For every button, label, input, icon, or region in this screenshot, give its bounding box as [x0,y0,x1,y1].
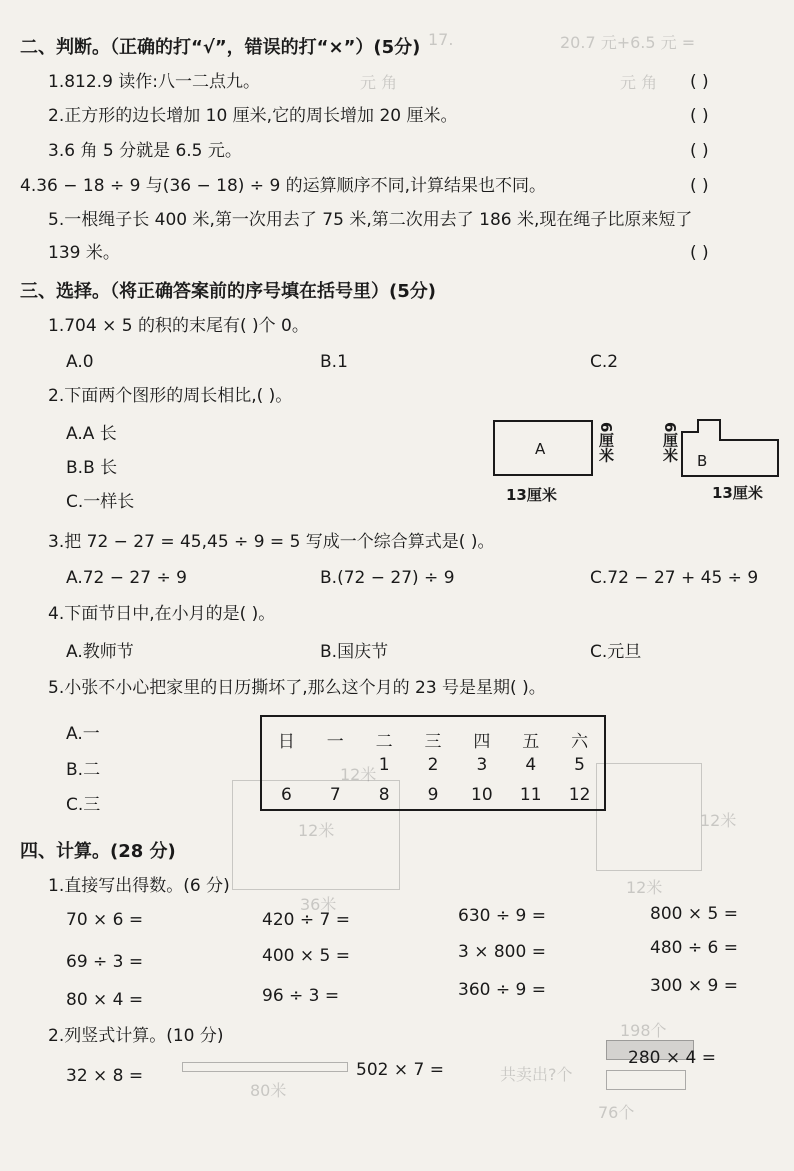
choice-q4: 4.下面节日中,在小月的是( )。 [48,604,276,624]
judge-blank-1[interactable]: ( ) [690,72,709,92]
calendar-day: 1 [378,755,390,775]
calc-item: 400 × 5 = [262,946,350,966]
choice-q5-b[interactable]: B.二 [66,760,101,780]
section3-title: 三、选择。（将正确答案前的序号填在括号里）(5分) [20,281,436,302]
bleed-unit-2: 元 角 [620,73,658,92]
choice-q5-c[interactable]: C.三 [66,795,101,815]
calendar-header [262,727,604,752]
calc-item: 360 ÷ 9 = [458,980,546,1000]
calendar-week-1 [262,755,604,775]
choice-q2-c[interactable]: C.一样长 [66,492,135,512]
calendar-day: 5 [574,755,585,775]
judge-blank-4[interactable]: ( ) [690,176,709,196]
shape-b-width: 13厘米 [712,484,763,502]
calc-item: 800 × 5 = [650,904,738,924]
judge-item-5: 5.一根绳子长 400 米,第一次用去了 75 米,第二次用去了 186 米,现在绳子比原来短了 [48,210,693,230]
choice-q1: 1.704 × 5 的积的末尾有( )个 0。 [48,316,309,336]
shape-b-label: B [697,452,708,470]
calendar-header-thu: 四 [473,732,491,752]
judge-blank-2[interactable]: ( ) [690,106,709,126]
choice-q1-c[interactable]: C.2 [590,352,619,372]
calc-item: 480 ÷ 6 = [650,938,738,958]
bleed-12m-d: 12米 [626,878,663,897]
bleed-12m-a: 12米 [340,765,377,784]
bleed-12m-b: 12米 [298,821,335,840]
bleed-36m: 36米 [300,895,337,914]
bleed-76: 76个 [598,1103,635,1122]
calendar-week-2 [262,785,604,805]
calendar-day: 12 [568,785,591,805]
calc-item: 420 ÷ 7 = [262,910,350,930]
choice-q4-b[interactable]: B.国庆节 [320,642,389,662]
bleed-12m-c: 12米 [700,811,737,830]
calc-item: 70 × 6 = [66,910,144,930]
choice-q2: 2.下面两个图形的周长相比,( )。 [48,386,293,406]
choice-q2-b[interactable]: B.B 长 [66,458,118,478]
bleed-header-left: 17. [428,30,454,49]
judge-blank-5[interactable]: ( ) [690,243,709,263]
bleed-bar-bottom [606,1070,686,1090]
choice-q1-a[interactable]: A.0 [66,352,94,372]
choice-q5-a[interactable]: A.一 [66,724,100,744]
choice-q1-b[interactable]: B.1 [320,352,348,372]
choice-q5: 5.小张不小心把家里的日历撕坏了,那么这个月的 23 号是星期( )。 [48,678,546,698]
section4-title: 四、计算。(28 分) [20,841,176,862]
calendar [260,715,606,811]
judge-item-3: 3.6 角 5 分就是 6.5 元。 [48,141,242,161]
vertical-calc-item: 280 × 4 = [628,1048,716,1068]
calc-item: 96 ÷ 3 = [262,986,340,1006]
calendar-header-wed: 三 [424,732,442,752]
shape-b-stepped [680,418,780,478]
calc-part1-title: 1.直接写出得数。(6 分) [48,876,230,896]
choice-q3: 3.把 72 − 27 = 45,45 ÷ 9 = 5 写成一个综合算式是( )。 [48,532,495,552]
calc-part2-title: 2.列竖式计算。(10 分) [48,1026,224,1046]
shape-b-height: 6厘米 [661,422,679,463]
shape-a-height: 6厘米 [597,422,615,463]
judge-blank-3[interactable]: ( ) [690,141,709,161]
calc-item: 80 × 4 = [66,990,144,1010]
shape-a-width: 13厘米 [506,486,557,504]
bleed-rope [182,1062,348,1072]
judge-item-1: 1.812.9 读作:八一二点九。 [48,72,261,92]
choice-q4-c[interactable]: C.元旦 [590,642,642,662]
calc-item: 69 ÷ 3 = [66,952,144,972]
calendar-day: 4 [525,755,537,775]
calendar-header-sat: 六 [571,732,589,752]
bleed-80m: 80米 [250,1081,287,1100]
choice-q3-b[interactable]: B.(72 − 27) ÷ 9 [320,568,455,588]
choice-q3-c[interactable]: C.72 − 27 + 45 ÷ 9 [590,568,759,588]
bleed-rect-right [596,763,702,871]
calc-item: 3 × 800 = [458,942,546,962]
bleed-unit-1: 元 角 [360,73,398,92]
calendar-day: 8 [378,785,390,805]
bleed-header-right: 20.7 元+6.5 元 = [560,33,696,52]
vertical-calc-item: 32 × 8 = [66,1066,144,1086]
choice-q2-a[interactable]: A.A 长 [66,424,117,444]
bleed-198: 198个 [620,1021,667,1040]
judge-item-2: 2.正方形的边长增加 10 厘米,它的周长增加 20 厘米。 [48,106,458,126]
calc-item: 630 ÷ 9 = [458,906,546,926]
calendar-day: 2 [427,755,439,775]
choice-q3-a[interactable]: A.72 − 27 ÷ 9 [66,568,187,588]
calendar-day: 3 [476,755,488,775]
calendar-day: 7 [329,785,341,805]
section2-title: 二、判断。（正确的打“√”，错误的打“×”）(5分) [20,37,421,58]
vertical-calc-item: 502 × 7 = [356,1060,444,1080]
shape-a-label: A [535,440,546,458]
calc-item: 300 × 9 = [650,976,738,996]
calendar-day [262,755,311,775]
calendar-day [311,755,360,775]
calendar-day: 10 [471,785,493,805]
judge-item-5-cont: 139 米。 [48,243,120,263]
calendar-day: 9 [427,785,439,805]
calendar-header-sun: 日 [277,732,295,752]
calendar-header-fri: 五 [522,732,540,752]
choice-q4-a[interactable]: A.教师节 [66,642,134,662]
bleed-q-note: 共卖出?个 [500,1065,573,1084]
calendar-header-mon: 一 [326,732,344,752]
calendar-day: 6 [281,785,292,805]
judge-item-4: 4.36 − 18 ÷ 9 与(36 − 18) ÷ 9 的运算顺序不同,计算结果也不同。 [20,176,547,196]
calendar-header-tue: 二 [375,732,393,752]
calendar-day: 11 [519,785,542,805]
